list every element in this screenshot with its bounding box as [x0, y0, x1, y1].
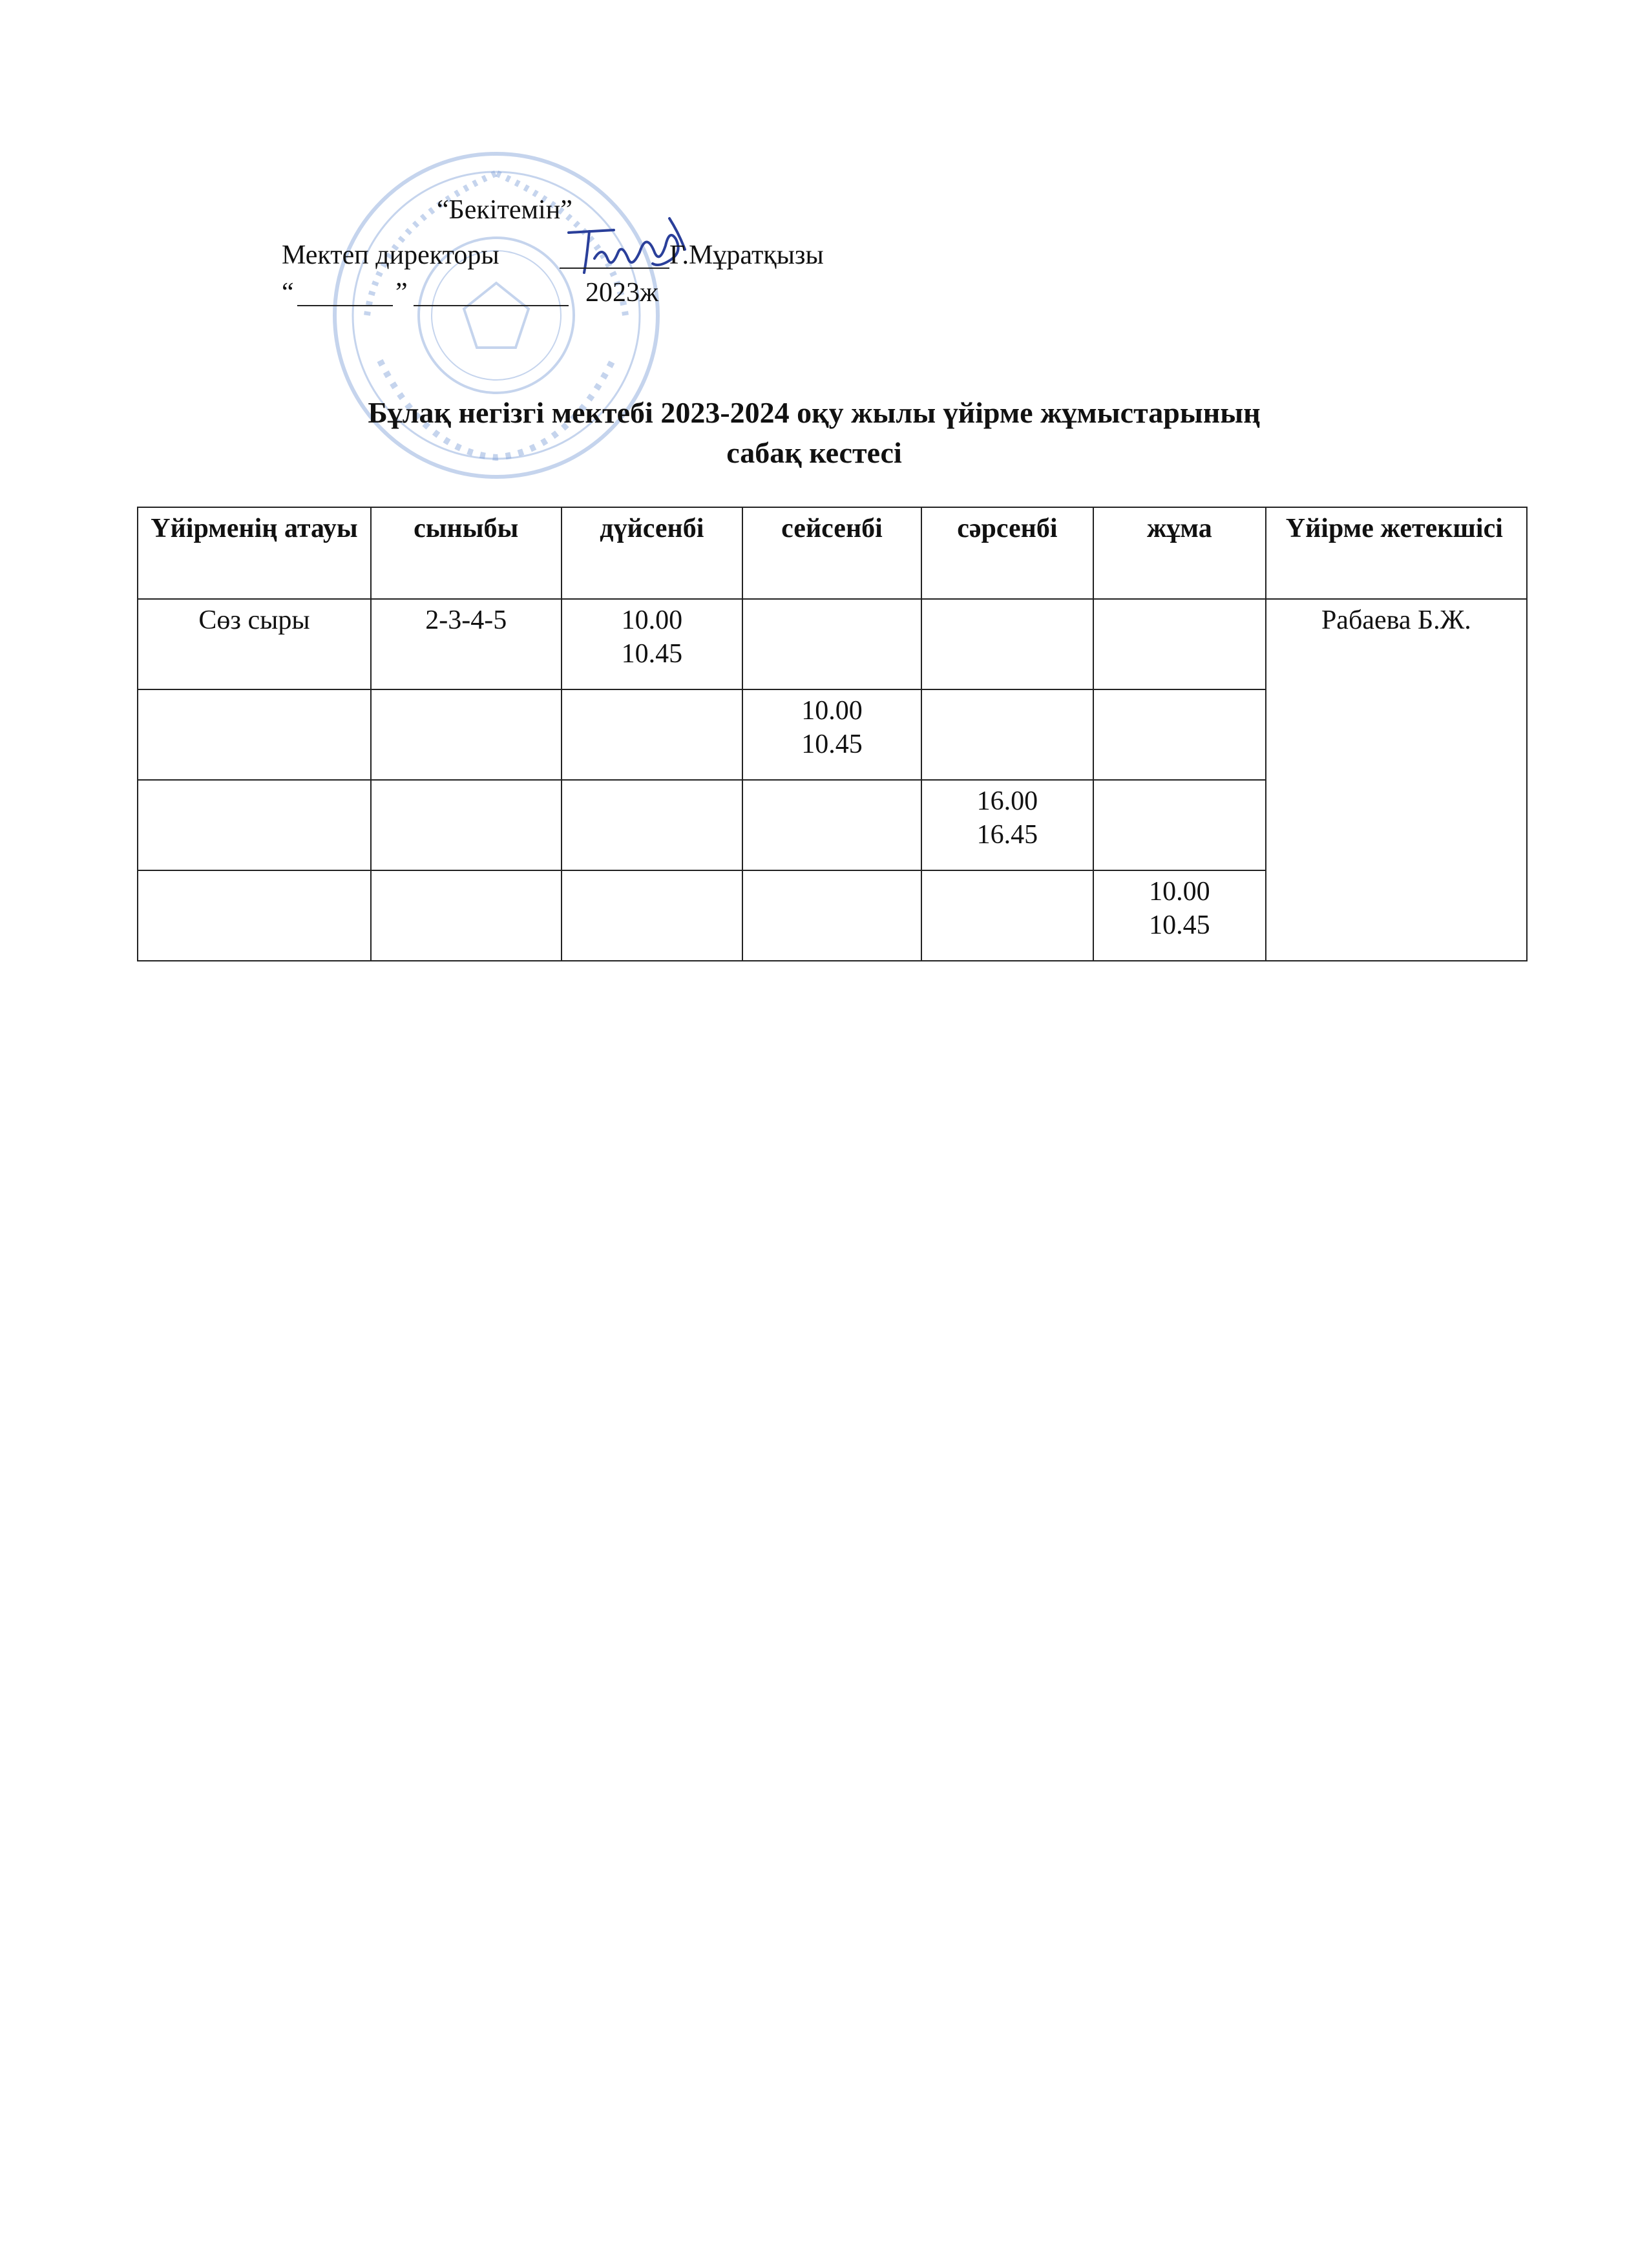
cell-grade: [371, 780, 562, 870]
date-open-quote: “: [282, 278, 294, 308]
director-label: Мектеп директоры: [282, 240, 499, 270]
cell-grade: [371, 689, 562, 780]
header-tuesday: сейсенбі: [742, 507, 921, 599]
time-end: 16.45: [976, 820, 1038, 850]
cell-wednesday: [921, 599, 1093, 689]
header-row: [138, 507, 1527, 599]
header-monday: дүйсенбі: [562, 507, 743, 599]
time-end: 10.45: [801, 730, 863, 759]
title-line-2: сабақ кестесі: [726, 436, 902, 469]
table-row: [138, 599, 1527, 689]
cell-wednesday: [921, 870, 1093, 961]
cell-leader: Рабаева Б.Ж.: [1266, 599, 1527, 961]
date-close-quote: ”: [395, 278, 408, 308]
cell-tuesday: [742, 780, 921, 870]
cell-friday: [1093, 599, 1266, 689]
cell-club-name: [138, 689, 371, 780]
time-end: 10.45: [621, 639, 683, 669]
cell-club-name: [138, 780, 371, 870]
cell-wednesday: [921, 689, 1093, 780]
cell-friday: [1093, 780, 1266, 870]
time-start: 10.00: [621, 605, 683, 635]
cell-grade: [371, 870, 562, 961]
title-line-1: Бұлақ негізгі мектебі 2023-2024 оқу жылы үйірме жұмыстарының: [368, 396, 1261, 429]
time-start: 10.00: [1149, 877, 1210, 907]
approval-heading: “Бекітемін”: [437, 195, 572, 225]
time-end: 10.45: [1149, 910, 1210, 940]
cell-monday: [562, 870, 743, 961]
cell-monday: [562, 780, 743, 870]
cell-grade: 2-3-4-5: [371, 599, 562, 689]
cell-club-name: Сөз сыры: [138, 599, 371, 689]
cell-monday: [562, 689, 743, 780]
cell-wednesday-time: [921, 780, 1093, 870]
cell-club-name: [138, 870, 371, 961]
cell-tuesday: [742, 599, 921, 689]
signature-underline: [560, 268, 669, 269]
cell-friday-time: [1093, 870, 1266, 961]
header-leader: Үйірме жетекшісі: [1266, 507, 1527, 599]
header-wednesday: сәрсенбі: [921, 507, 1093, 599]
header-club-name: Үйірменің атауы: [138, 507, 371, 599]
date-year: 2023ж: [585, 278, 659, 308]
cell-friday: [1093, 689, 1266, 780]
time-start: 10.00: [801, 696, 863, 726]
date-month-blank: [414, 305, 569, 306]
date-day-blank: [297, 305, 393, 306]
cell-tuesday: [742, 870, 921, 961]
cell-tuesday-time: [742, 689, 921, 780]
cell-monday-time: [562, 599, 743, 689]
document-title: [168, 393, 1460, 473]
header-friday: жұма: [1093, 507, 1266, 599]
schedule-table: [137, 507, 1528, 961]
director-name: Г.Мұратқызы: [669, 240, 824, 270]
time-start: 16.00: [976, 786, 1038, 816]
header-grade: сыныбы: [371, 507, 562, 599]
